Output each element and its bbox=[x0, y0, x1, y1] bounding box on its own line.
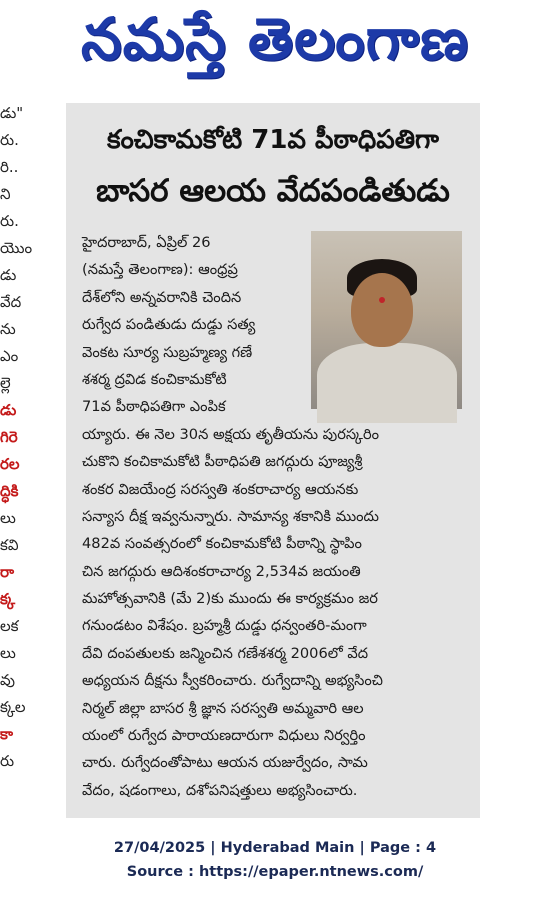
article-line: యంలో రుగ్వేద పారాయణదారుగా విధులు నిర్వర్తిం bbox=[82, 727, 366, 745]
footer-source: Source : https://epaper.ntnews.com/ bbox=[126, 864, 424, 880]
left-column-fragment: వేద bbox=[0, 293, 22, 311]
left-column-fragment: యొం bbox=[0, 239, 33, 257]
footer-date-edition: 27/04/2025 | Hyderabad Main | Page : 4 bbox=[113, 840, 437, 856]
article-body bbox=[82, 229, 466, 804]
left-column-fragment: ను bbox=[0, 320, 16, 338]
left-column-fragment: క్క bbox=[0, 590, 16, 608]
left-column-fragment: ఎం bbox=[0, 347, 19, 365]
masthead-title: నమస్తే తెలంగాణ bbox=[81, 4, 469, 73]
left-column-fragment: గిరె bbox=[0, 428, 18, 446]
article-line: సన్యాస దీక్ష ఇవ్వనున్నారు. సామాన్య శకానికి ముందు bbox=[82, 507, 379, 525]
left-column-fragment: వు bbox=[0, 671, 15, 689]
article-line: 482వ సంవత్సరంలో కంచికామకోటి పీఠాన్ని స్థాపిం bbox=[82, 535, 362, 553]
article-line: చారు. రుగ్వేదంతోపాటు ఆయన యజుర్వేదం, సామ bbox=[82, 754, 368, 772]
article-line: శశర్మ ద్రవిడ కంచికామకోటి bbox=[82, 370, 227, 388]
left-column-fragment: రి.. bbox=[0, 158, 19, 176]
article-line: వేదం, షడంగాలు, దశోపనిషత్తులు అభ్యసించారు. bbox=[82, 781, 358, 799]
article-line: మహోత్సవానికి (మే 2)కు ముందు ఈ కార్యక్రమం జర bbox=[82, 590, 378, 608]
article-line: రుగ్వేద పండితుడు దుడ్డు సత్య bbox=[82, 316, 256, 334]
article-line: వెంకట సూర్య సుబ్రహ్మణ్య గణే bbox=[82, 343, 253, 361]
article-line: శంకర విజయేంద్ర సరస్వతి శంకరాచార్య ఆయనకు bbox=[82, 480, 359, 498]
article-line: య్యారు. ఈ నెల 30న అక్షయ తృతీయను పురస్కరిం bbox=[82, 425, 379, 443]
left-column-fragment: డు" bbox=[0, 104, 24, 122]
left-column-fragment: ల్లె bbox=[0, 374, 11, 392]
left-column-fragment: లు bbox=[0, 644, 16, 662]
page-footer bbox=[0, 836, 550, 884]
newspaper-masthead bbox=[0, 4, 550, 88]
left-column-fragment: డు bbox=[0, 401, 17, 419]
left-column-fragment: లక bbox=[0, 617, 19, 635]
left-column-fragment: రల bbox=[0, 455, 20, 473]
article-line: (నమస్తే తెలంగాణ): ఆంధ్రప్ర bbox=[82, 261, 238, 279]
left-column-fragment: రు. bbox=[0, 212, 19, 230]
left-column-fragment: రు bbox=[0, 752, 15, 770]
headline-line-2: బాసర ఆలయ వేదపండితుడు bbox=[96, 173, 450, 209]
article-line: గనుండటం విశేషం. బ్రహ్మశ్రీ దుడ్డు ధన్వంతరి-మంగా bbox=[82, 617, 367, 635]
article-line: చిన జగద్గురు ఆదిశంకరాచార్య 2,534వ జయంతి bbox=[82, 562, 361, 580]
left-column-fragment: కవి bbox=[0, 536, 19, 554]
left-column-fragment: క్కల bbox=[0, 698, 26, 716]
left-column-fragment: ని bbox=[0, 185, 11, 203]
headline-line-1: కంచికామకోటి 71వ పీఠాధిపతిగా bbox=[107, 125, 439, 155]
left-column-fragment: రు. bbox=[0, 131, 19, 149]
article-line: దేవి దంపతులకు జన్మించిన గణేశశర్మ 2006లో వేద bbox=[82, 644, 369, 662]
left-column-fragment: డు bbox=[0, 266, 17, 284]
article-line: హైదరాబాద్, ఏప్రిల్ 26 bbox=[82, 234, 211, 251]
left-column-fragment: ద్ధికి bbox=[0, 482, 19, 500]
left-column-fragment: రా bbox=[0, 563, 15, 581]
left-column-fragment: లు bbox=[0, 509, 16, 527]
article-line: 71వ పీఠాధిపతిగా ఎంపిక bbox=[82, 398, 226, 416]
adjacent-column-fragment bbox=[0, 100, 33, 820]
left-column-fragment: కా bbox=[0, 725, 14, 743]
article-line: నిర్మల్ జిల్లా బాసర శ్రీ జ్ఞాన సరస్వతి అమ్మవారి ఆల bbox=[82, 699, 364, 717]
article-line: దేశ్‌లోని అన్నవరానికి చెందిన bbox=[82, 288, 242, 306]
article-clipping bbox=[66, 103, 480, 818]
article-line: అధ్యయన దీక్షను స్వీకరించారు. రుగ్వేదాన్ని అభ్యసించి bbox=[82, 672, 383, 690]
article-line: చుకొని కంచికామకోటి పీఠాధిపతి జగద్గురు పూజ్యశ్రీ bbox=[82, 453, 363, 471]
